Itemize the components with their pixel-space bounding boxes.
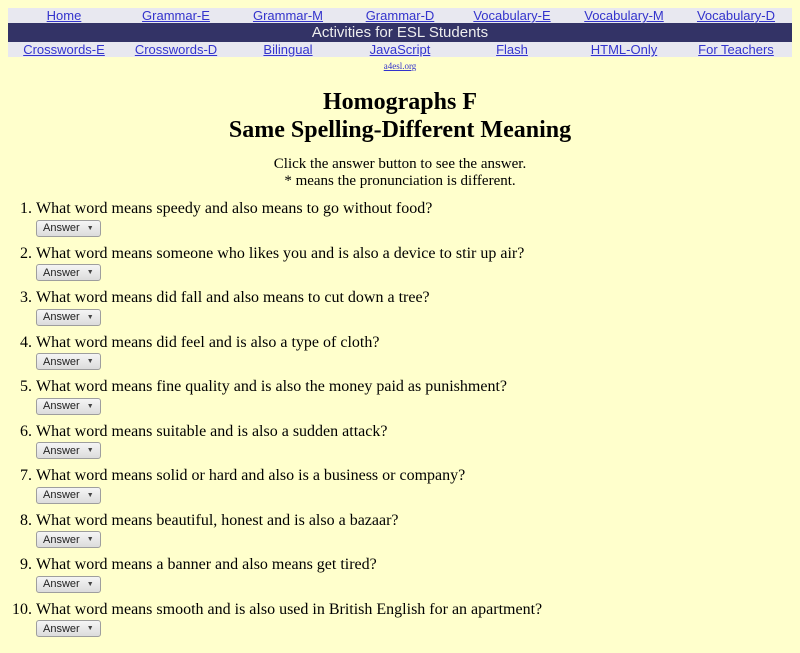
question-item [36,467,792,504]
chevron-down-icon: ▼ [86,580,94,588]
question-item [36,556,792,593]
nav-link-grammar-e[interactable]: Grammar-E [142,8,210,23]
instructions [8,156,792,190]
page-title-line2: Same Spelling-Different Meaning [228,117,572,143]
chevron-down-icon: ▼ [86,402,94,410]
question-item [36,423,792,460]
nav-row-top [8,8,792,23]
question-list [8,200,792,637]
question-text: 8. What word means beautiful, honest and is also a bazaar? [36,511,399,529]
nav-link-vocabulary-e[interactable]: Vocabulary-E [473,8,551,23]
nav-link-grammar-m[interactable]: Grammar-M [252,8,324,23]
answer-select[interactable] [36,576,101,593]
answer-button-label: Answer [43,444,80,457]
chevron-down-icon: ▼ [86,358,94,365]
answer-button-label: Answer [43,622,80,635]
nav-link-flash[interactable]: Flash [496,42,528,57]
answer-button-label: Answer [43,355,80,368]
answer-button-label: Answer [43,533,80,546]
answer-select[interactable] [36,620,101,637]
question-item [36,200,792,237]
question-text: 7. What word means solid or hard and also is a business or company? [36,467,466,484]
answer-select[interactable] [36,442,101,459]
question-text: 2. What word means someone who likes you and is also a device to stir up air? [36,244,525,262]
question-text: 5. What word means fine quality and is also the money paid as punishment? [36,378,507,395]
question-text: 10. What word means smooth and is also used in British English for an apartment? [36,600,543,618]
question-item [36,512,792,549]
answer-button-label: Answer [43,266,80,279]
nav-link-for-teachers[interactable]: For Teachers [698,42,774,57]
answer-select[interactable] [36,264,101,281]
answer-select[interactable] [36,309,101,326]
banner-activities-for-esl-students: Activities for ESL Students [8,23,792,42]
page-title [8,88,792,144]
nav-link-bilingual[interactable]: Bilingual [263,42,313,57]
chevron-down-icon: ▼ [86,625,94,632]
site-link-a4esl[interactable]: a4esl.org [383,61,417,71]
nav-link-html-only[interactable]: HTML-Only [590,42,658,57]
nav-link-grammar-d[interactable]: Grammar-D [365,8,435,23]
chevron-down-icon: ▼ [86,269,94,276]
question-item [36,378,792,415]
nav-link-vocabulary-m[interactable]: Vocabulary-M [584,8,664,23]
page-title-line1: Homographs F [322,89,477,115]
answer-select[interactable] [36,398,101,415]
nav-row-bottom [8,42,792,57]
nav-link-vocabulary-d[interactable]: Vocabulary-D [696,8,776,23]
question-item [36,601,792,638]
answer-select[interactable] [36,487,101,504]
question-item [36,334,792,371]
nav-link-crosswords-e[interactable]: Crosswords-E [23,42,105,57]
answer-button-label: Answer [43,222,80,234]
instruction-line2: * means the pronunciation is different. [284,173,516,189]
answer-button-label: Answer [43,489,80,501]
question-item [36,245,792,282]
question-text: 1. What word means speedy and also means to go without food? [36,200,433,217]
answer-select[interactable] [36,353,101,370]
answer-select[interactable] [36,531,101,548]
chevron-down-icon: ▼ [86,447,94,454]
question-text: 9. What word means a banner and also means get tired? [36,556,377,573]
question-text: 6. What word means suitable and is also a sudden attack? [36,422,388,440]
chevron-down-icon: ▼ [86,536,94,543]
question-text: 3. What word means did fall and also means to cut down a tree? [36,289,430,306]
chevron-down-icon: ▼ [86,313,94,321]
answer-select[interactable] [36,220,101,237]
nav-link-home[interactable]: Home [46,8,82,23]
site-link-row [8,59,792,72]
instruction-line1: Click the answer button to see the answer. [273,156,527,172]
nav-link-crosswords-d[interactable]: Crosswords-D [134,42,218,57]
answer-button-label: Answer [43,400,80,412]
chevron-down-icon: ▼ [86,224,94,232]
chevron-down-icon: ▼ [86,491,94,499]
question-item [36,289,792,326]
answer-button-label: Answer [43,578,80,590]
answer-button-label: Answer [43,311,80,323]
question-text: 4. What word means did feel and is also a type of cloth? [36,333,380,351]
nav-link-javascript[interactable]: JavaScript [369,42,431,57]
